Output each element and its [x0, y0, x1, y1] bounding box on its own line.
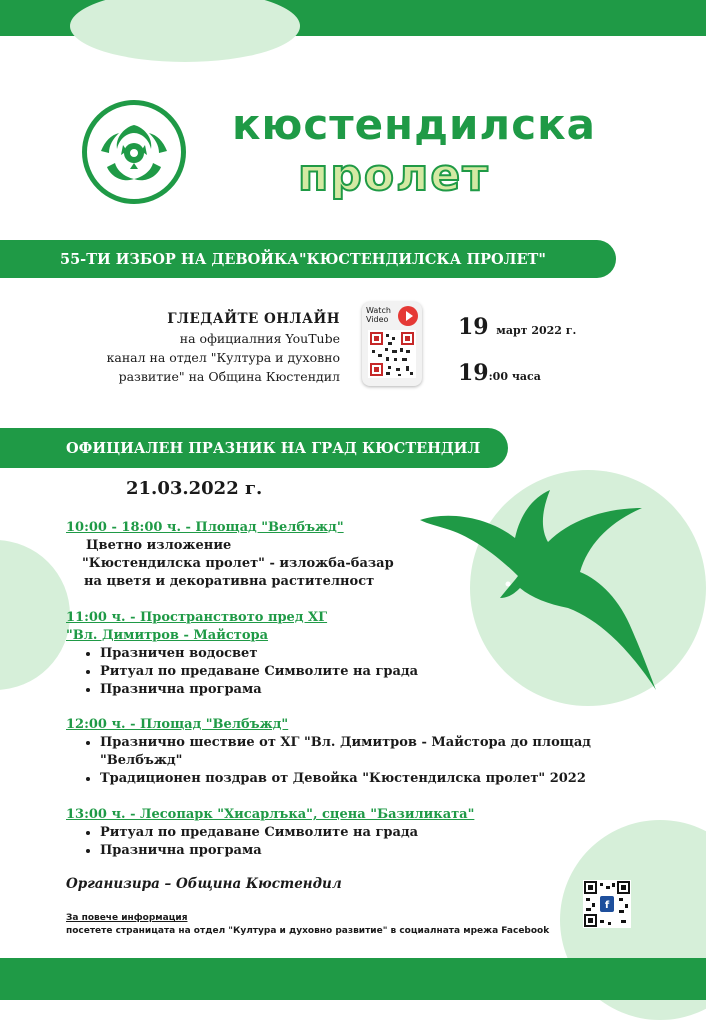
schedule-2-item-1: • Празничен водосвет: [100, 645, 418, 663]
qr-label-video: Video: [366, 315, 389, 324]
background-blob-top: [70, 0, 300, 62]
schedule-3-head: 12:00 ч. - Площад "Велбъжд": [66, 717, 289, 732]
broadcast-time: [458, 360, 541, 386]
holiday-banner-text: ОФИЦИАЛЕН ПРАЗНИК НА ГРАД КЮСТЕНДИЛ: [66, 439, 481, 457]
flower-icon: [87, 105, 181, 199]
more-info-block: [66, 912, 549, 938]
play-icon: [398, 306, 418, 326]
schedule-4-head: 13:00 ч. - Лесопарк "Хисарлъка", сцена "Базиликата": [66, 807, 475, 822]
schedule-3-item-2: • Традиционен поздрав от Девойка "Кюстендилска пролет" 2022: [100, 770, 626, 788]
qr-code-icon: [368, 330, 416, 378]
contest-banner: [0, 240, 616, 278]
schedule-block-4: [66, 806, 474, 860]
schedule-3-item-1: • Празнично шествие от ХГ "Вл. Димитров - Майстора до площад "Велбъжд": [100, 734, 626, 770]
holiday-banner: [0, 428, 508, 468]
svg-text:f: f: [604, 900, 610, 911]
schedule-2-item-3: • Празнична програма: [100, 681, 418, 699]
logo-emblem: [82, 100, 186, 204]
more-info-title: За повече информация: [66, 913, 188, 923]
watch-heading: ГЛЕДАЙТЕ ОНЛАЙН: [167, 311, 340, 327]
schedule-1-line-1: Цветно изложение: [86, 538, 232, 553]
schedule-block-2: [66, 609, 418, 699]
schedule-2-item-2: • Ритуал по предаване Символите на града: [100, 663, 418, 681]
bottom-bar: [0, 958, 706, 1000]
dove-icon: [420, 480, 660, 690]
qr-label-watch: Watch: [366, 306, 391, 315]
event-date: 21.03.2022 г.: [126, 478, 263, 499]
watch-line-2: канал на отдел "Култура и духовно: [106, 350, 340, 365]
schedule-2-head-1: 11:00 ч. - Пространството пред ХГ: [66, 610, 328, 625]
facebook-qr-code-icon[interactable]: [583, 880, 631, 928]
broadcast-time-rest: :00 часа: [488, 370, 541, 383]
watch-line-1: на официалния YouTube: [179, 331, 340, 346]
schedule-1-line-3: на цветя и декоративна растителност: [84, 574, 375, 589]
schedule-block-3: [66, 716, 626, 788]
background-blob-left: [0, 540, 70, 690]
youtube-qr-card[interactable]: [362, 302, 422, 386]
schedule-2-head-2: "Вл. Димитров - Майстора: [66, 628, 269, 643]
broadcast-day: 19: [458, 314, 489, 340]
schedule-4-item-2: • Празнична програма: [100, 842, 474, 860]
title-line-2: пролет: [298, 150, 490, 201]
schedule-block-1: [66, 519, 394, 591]
contest-banner-text: 55-ТИ ИЗБОР НА ДЕВОЙКА"КЮСТЕНДИЛСКА ПРОЛЕТ": [60, 250, 546, 268]
broadcast-month: март 2022 г.: [496, 324, 577, 337]
title-line-1: кюстендилска: [232, 100, 596, 149]
schedule-1-head: 10:00 - 18:00 ч. - Площад "Велбъжд": [66, 520, 344, 535]
broadcast-hour: 19: [458, 360, 489, 386]
watch-line-3: развитие" на Община Кюстендил: [118, 369, 340, 384]
schedule-1-line-2: "Кюстендилска пролет" - изложба-базар: [82, 556, 394, 571]
organizer-line: Организира – Община Кюстендил: [66, 876, 342, 892]
watch-online-block: [80, 310, 340, 386]
more-info-text: посетете страницата на отдел "Култура и духовно развитие" в социалната мрежа Facebook: [66, 926, 550, 936]
broadcast-date: [458, 314, 576, 340]
schedule-4-item-1: • Ритуал по предаване Символите на града: [100, 824, 474, 842]
